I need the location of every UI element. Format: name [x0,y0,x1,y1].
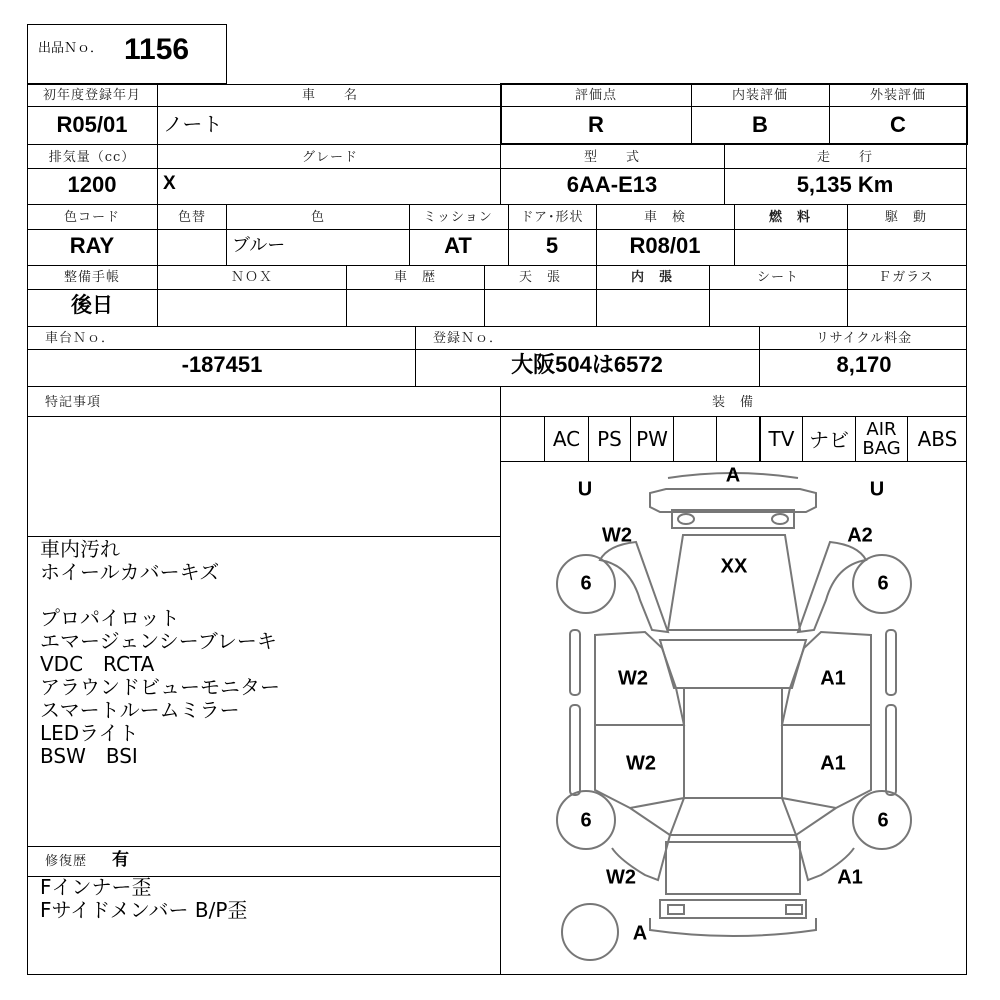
col-line [500,144,501,204]
rear-window-shape [670,798,796,835]
value-model: 6AA-E13 [566,172,658,197]
equipment-cell [674,416,717,461]
equipment-pw: PW [631,416,674,461]
right-mirror-shape [886,630,896,695]
trunk-shape [666,842,800,894]
rear-light-left [668,905,684,914]
header-fuel: 燃 料 [768,210,812,225]
mark-right-quarter: A1 [837,866,863,889]
right-rocker-shape [886,705,896,795]
row-line [27,265,967,266]
row-line [27,229,967,230]
lot-label: 出品Ｎｏ． [38,41,104,56]
mark-left-front-tire: 6 [580,572,592,595]
equipment-ps: PS [589,416,631,461]
header-color-code: 色コード [63,210,121,225]
header-nox: ＮＯＸ [230,270,274,285]
repair-list [40,876,247,922]
mark-right-fender: A2 [847,524,873,547]
rear-bumper-bottom [650,918,816,936]
row-line [27,846,500,847]
header-displacement: 排気量（cc） [48,150,136,165]
header-history: 車 歴 [393,270,437,285]
header-inner-lining: 内 張 [630,270,674,285]
value-name: ノート [163,112,223,136]
mark-hood: XX [720,555,748,578]
header-registration-no: 登録Ｎｏ． [433,331,504,346]
mark-left-rear-door: W2 [626,752,656,775]
header-exterior: 外装評価 [869,88,927,103]
header-drive: 駆 動 [884,210,928,225]
mark-front-bumper: A [725,464,741,487]
remarks-list [40,538,280,768]
col-line [734,204,735,265]
remark-line: VDC RCTA [40,652,155,676]
remark-line: アラウンドビューモニター [40,675,280,699]
row-line [27,204,967,205]
mark-left-front-door: W2 [618,667,648,690]
mark-right-front-tire: 6 [877,572,889,595]
equipment-cell [717,416,760,461]
header-chassis-no: 車台Ｎｏ． [45,331,116,346]
value-color-code: RAY [69,233,115,258]
remark-line: 車内汚れ [40,537,120,561]
col-line [415,326,416,386]
col-line [724,144,725,204]
left-rocker-shape [570,705,580,795]
value-reg: R05/01 [56,112,128,137]
value-score: R [588,112,604,137]
mark-left-fender: W2 [602,524,632,547]
mark-left-rear-tire: 6 [580,809,592,832]
repair-history-value: 有 [112,850,129,870]
rear-light-right [786,905,802,914]
rear-bumper-shape [660,900,806,918]
header-color: 色 [310,210,326,225]
col-line [226,204,227,265]
repair-line: Fサイドメンバー B/P歪 [40,898,248,922]
remark-line: ホイールカバーキズ [40,560,220,584]
col-line [847,204,848,265]
col-line [596,265,597,326]
roof-shape [684,688,782,798]
repair-history-label: 修復歴 [45,854,88,869]
header-recycle-fee: リサイクル料金 [815,331,913,346]
col-line [759,326,760,386]
header-mission: ミッション [423,210,493,225]
mark-right-corner-front: U [869,478,885,501]
left-fender-shape [600,542,668,632]
row-line [27,168,967,169]
mark-right-rear-door: A1 [820,752,846,775]
row-line [27,386,967,387]
row-line [27,289,967,290]
windshield-shape [660,640,806,688]
front-emblem-left [678,514,694,524]
col-line [409,204,410,265]
mark-right-front-door: A1 [820,667,846,690]
mark-right-rear-tire: 6 [877,809,889,832]
value-displacement: 1200 [67,172,117,197]
row-line [27,349,967,350]
value-grade: X [163,173,176,194]
car-diagram [500,462,967,974]
value-registration-no: 大阪504は6572 [511,352,663,377]
value-door: 5 [545,233,559,258]
value-chassis-no: -187451 [181,352,263,377]
remark-line [40,584,280,607]
header-interior: 内装評価 [731,88,789,103]
col-line [157,204,158,265]
col-line [346,265,347,326]
header-score: 評価点 [574,88,618,103]
col-line [847,265,848,326]
col-line [484,265,485,326]
mark-left-quarter: W2 [606,866,636,889]
col-line [157,144,158,204]
header-mileage: 走 行 [816,150,874,165]
spare-tire-shape [562,904,618,960]
header-grade: グレード [301,150,359,165]
right-fender-shape [798,542,866,632]
mark-left-corner-front: U [577,478,593,501]
equipment-ac: AC [545,416,589,461]
equipment-tv: TV [760,416,803,461]
lot-number: 1156 [124,33,190,66]
header-roof-lining: 天 張 [518,270,562,285]
header-reg: 初年度登録年月 [42,88,142,103]
remarks-header: 特記事項 [45,395,102,410]
col-line [508,204,509,265]
equipment-header: 装 備 [711,395,755,410]
equipment-navi: ナビ [803,416,856,461]
front-bumper-shape [650,489,816,512]
equipment-cell [500,416,545,461]
col-line [596,204,597,265]
equipment-airbag: AIR BAG [856,416,908,461]
front-emblem-right [772,514,788,524]
col-line [709,265,710,326]
value-inspection: R08/01 [629,233,701,258]
value-maintenance-record: 後日 [71,293,113,317]
header-door: ドア･形状 [520,210,584,225]
value-mission: AT [444,233,472,258]
value-color: ブルー [232,235,286,256]
header-inspection: 車 検 [643,210,687,225]
value-mileage: 5,135 Km [796,172,894,197]
header-seat: シート [756,270,800,285]
mark-rear-bumper: A [632,922,648,945]
value-interior: B [752,112,768,137]
remark-line: BSW BSI [40,744,138,768]
hood-shape [668,535,800,630]
header-model: 型 式 [583,150,641,165]
repair-line: Fインナー歪 [40,875,152,899]
header-recolor: 色替 [177,210,207,225]
col-line [157,84,158,144]
col-line [157,265,158,326]
row-line [27,326,967,327]
value-exterior: C [890,112,906,137]
equipment-abs: ABS [917,426,958,451]
header-maintenance-record: 整備手帳 [63,270,121,285]
remark-line: スマートルームミラー [40,698,240,722]
header-front-glass: Ｆガラス [878,270,934,285]
remark-line: エマージェンシーブレーキ [40,629,277,653]
remark-line: LEDライト [40,721,139,745]
left-mirror-shape [570,630,580,695]
header-name: 車 名 [301,88,359,103]
remark-line: プロパイロット [40,606,180,630]
value-recycle-fee: 8,170 [836,352,892,377]
